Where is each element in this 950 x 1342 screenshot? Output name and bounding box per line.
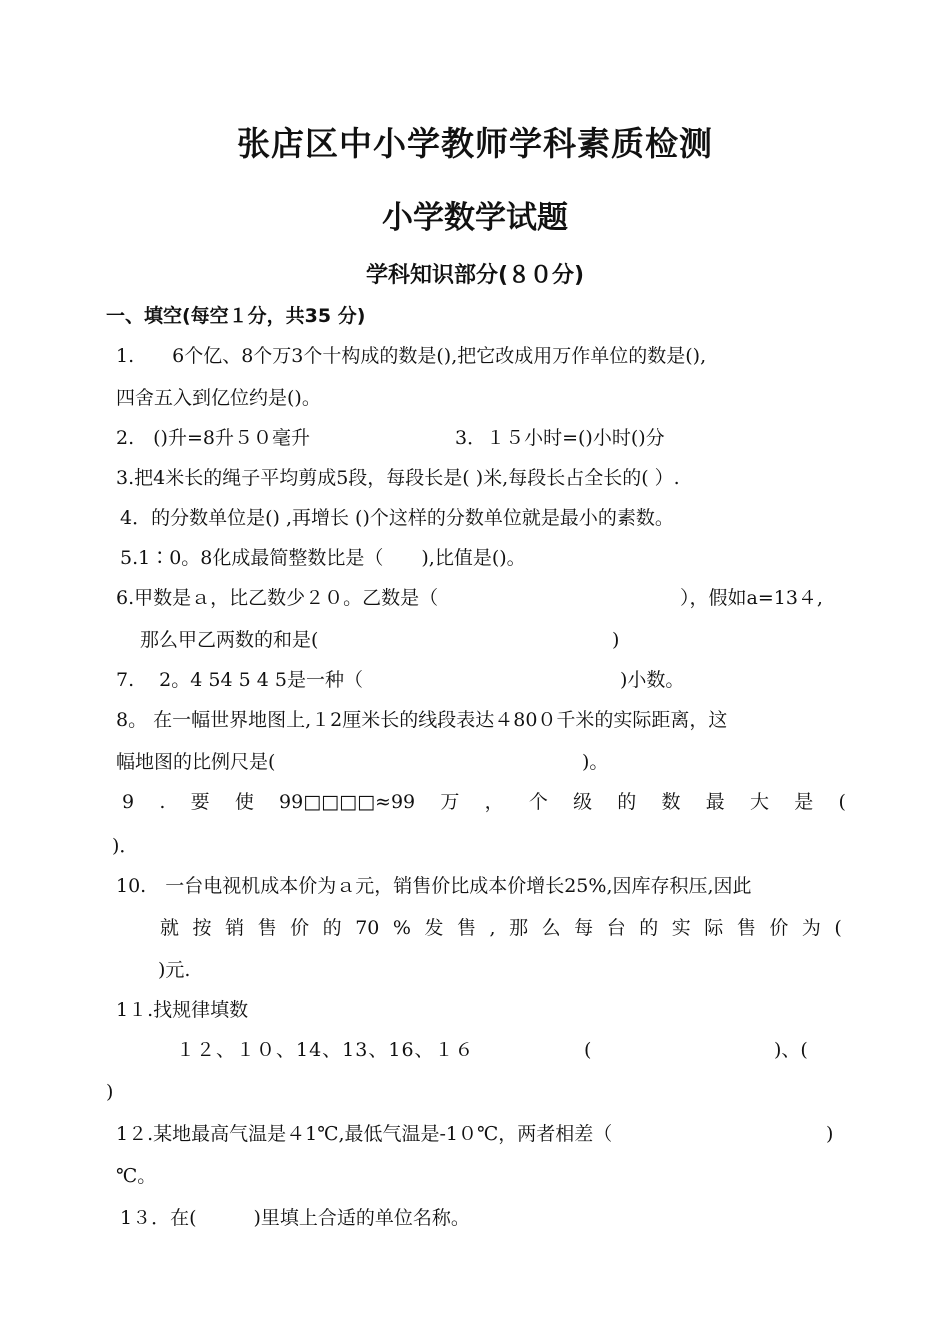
question-7-end: )小数。 (620, 669, 685, 691)
question-11-heading: 1１.找规律填数 (116, 999, 249, 1021)
question-9-line-1 (122, 790, 846, 814)
q10-token: 么 (541, 917, 561, 939)
section-heading-fill-blank: 一、填空(每空１分，共35 分) (106, 305, 366, 327)
q10-token: , (489, 917, 496, 939)
question-12-line-1: 1２.某地最高气温是４1℃,最低气温是-1０℃，两者相差（ (116, 1123, 613, 1145)
question-7-start: 7. 2。4 54 5 4 5是一种（ (116, 669, 363, 691)
question-11-sequence: １２、１０、14、13、16、１６ (176, 1039, 475, 1061)
question-6-line-2-start: 那么甲乙两数的和是( (140, 629, 319, 651)
q9-token: 个 (528, 791, 548, 813)
q10-token: 台 (606, 917, 626, 939)
q9-token: 99□□□□≈99 (279, 791, 416, 813)
question-9-line-2: )． (112, 835, 139, 857)
q10-token: 就 (160, 917, 180, 939)
q10-token: 的 (322, 917, 342, 939)
q9-token: 9 (122, 791, 135, 813)
q9-token: 大 (750, 791, 770, 813)
question-11-blank-1-open: ( (584, 1039, 592, 1061)
question-1-line-1: 1. 6个亿、8个万3个十构成的数是(),把它改成用万作单位的数是(), (116, 345, 707, 367)
q10-token: 按 (192, 917, 212, 939)
q9-token: 要 (190, 791, 210, 813)
q9-token: . (159, 791, 166, 813)
question-10-line-1: 10. 一台电视机成本价为ａ元，销售价比成本价增长25%,因库存积压,因此 (116, 875, 752, 897)
question-3-time: 3．１５小时=()小时()分 (455, 427, 665, 449)
q10-token: 销 (225, 917, 245, 939)
q9-token: ( (838, 791, 846, 813)
q10-token: 发 (424, 917, 444, 939)
question-11-blank-2-close: ) (106, 1081, 114, 1103)
question-8-line-2-end: )。 (582, 751, 609, 773)
question-13: 1３．在( )里填上合适的单位名称。 (120, 1207, 470, 1229)
question-10-line-3: )元. (158, 959, 191, 981)
q10-token: 每 (574, 917, 594, 939)
q9-token: 最 (705, 791, 725, 813)
question-5: 5.1∶0。8化成最简整数比是（ ),比值是()。 (120, 547, 526, 569)
question-8-line-2-start: 幅地图的比例尺是( (116, 751, 276, 773)
question-4: 4．的分数单位是() ,再增长 ()个这样的分数单位就是最小的素数。 (120, 507, 674, 529)
q10-token: 的 (639, 917, 659, 939)
question-12-line-2: ℃。 (116, 1165, 157, 1187)
question-8-line-1: 8。 在一幅世界地图上,１2厘米长的线段表达４80０千米的实际距离，这 (116, 709, 728, 731)
q10-token: 为 (801, 917, 821, 939)
q9-token: 是 (794, 791, 814, 813)
question-12-blank-close: ) (826, 1123, 834, 1145)
q10-token: ( (834, 917, 842, 939)
question-6-line-1-end: ），假如a=13４, (680, 587, 823, 609)
q10-token: 70 (355, 917, 380, 939)
part-heading: 学科知识部分(８０分) (365, 263, 585, 288)
q10-token: 售 (257, 917, 277, 939)
question-10-line-2 (160, 916, 842, 940)
q10-token: 那 (509, 917, 529, 939)
exam-subtitle: 小学数学试题 (382, 200, 568, 236)
exam-title: 张店区中小学教师学科素质检测 (237, 124, 713, 163)
q10-token: % (392, 917, 411, 939)
q9-token: 级 (573, 791, 593, 813)
q9-token: ， (484, 791, 504, 813)
q9-token: 的 (617, 791, 637, 813)
q10-token: 价 (290, 917, 310, 939)
q10-token: 实 (671, 917, 691, 939)
question-6-line-1-start: 6.甲数是ａ，比乙数少２０。乙数是（ (116, 587, 439, 609)
question-2: 2. ()升=8升５０毫升 (116, 427, 310, 449)
q10-token: 际 (704, 917, 724, 939)
question-1-line-2: 四舍五入到亿位约是()。 (116, 387, 321, 409)
question-11-blank-2-open: )、( (774, 1039, 808, 1061)
q10-token: 售 (736, 917, 756, 939)
q10-token: 价 (769, 917, 789, 939)
q9-token: 使 (234, 791, 254, 813)
q9-token: 数 (661, 791, 681, 813)
q9-token: 万 (440, 791, 460, 813)
question-3: 3.把4米长的绳子平均剪成5段，每段长是( )米,每段长占全长的( ）. (116, 467, 680, 489)
question-6-line-2-end: ) (612, 629, 620, 651)
q10-token: 售 (457, 917, 477, 939)
